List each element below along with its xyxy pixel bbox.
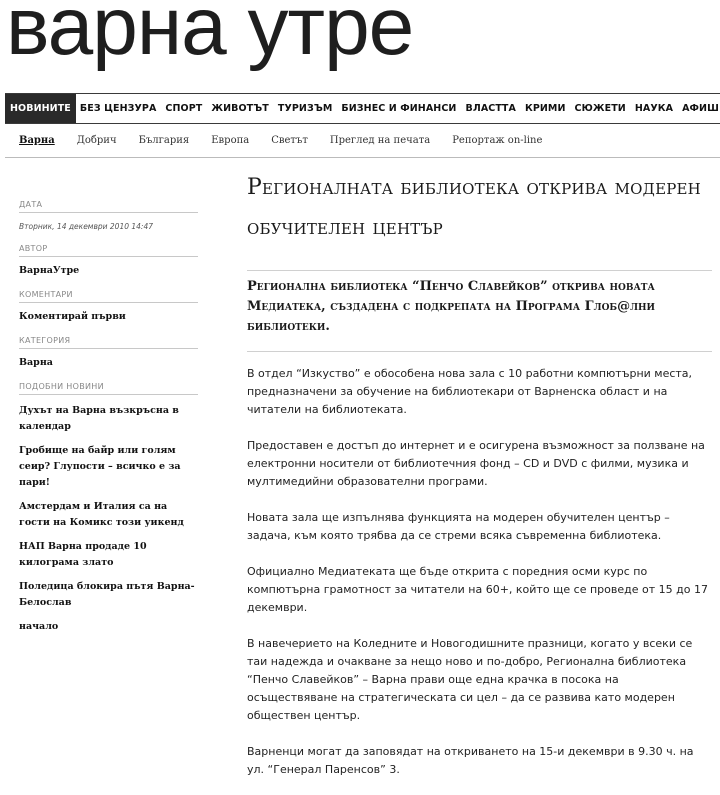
subnav-item-world[interactable]: Светът: [271, 135, 308, 146]
nav-item-uncensored[interactable]: БЕЗ ЦЕНЗУРА: [79, 103, 157, 114]
date-value: Вторник, 14 декември 2010 14:47: [19, 222, 153, 231]
article-lead: Регионална библиотека “Пенчо Славейков” открива новата Медиатека, създадена с подкрепата на Програма Глоб@лни библиотеки.: [247, 270, 712, 337]
related-news-label: ПОДОБНИ НОВИНИ: [19, 382, 198, 395]
site-logo[interactable]: варна утре: [6, 0, 414, 72]
article: [247, 168, 712, 779]
nav-item-business[interactable]: БИЗНЕС И ФИНАНСИ: [341, 103, 457, 114]
related-news-list: [19, 403, 198, 635]
related-news-item[interactable]: Духът на Варна възкръсна в календар: [19, 405, 179, 432]
subnav-item-varna[interactable]: Варна: [19, 135, 55, 146]
date-label: ДАТА: [19, 200, 198, 213]
author-link[interactable]: ВарнаУтре: [19, 265, 80, 276]
article-paragraph: Варненци могат да заповядат на откриването на 15-и декември в 9.30 ч. на ул. “Генерал Паренсов” 3.: [247, 745, 694, 776]
lead-divider: [247, 351, 712, 352]
article-paragraph: В навечерието на Коледните и Новогодишните празници, когато у всеки се таи надежда и очакване за нещо ново и по-добро, Регионална библиотека “Пенчо Славейков” – Варна прави още една крачка в посока на осъществяване на стратегическата си цел – да се развива като модерен обществен център.: [247, 637, 693, 722]
nav-item-stories[interactable]: СЮЖЕТИ: [574, 103, 626, 114]
article-paragraph: Новата зала ще изпълнява функцията на модерен обучителен център – задача, към която трябва да се стреми всяка съвременна библиотека.: [247, 511, 670, 542]
subnav-item-bulgaria[interactable]: България: [138, 135, 190, 146]
subnav-item-europe[interactable]: Европа: [211, 135, 250, 146]
article-paragraph: В отдел “Изкуство” е обособена нова зала с 10 работни компютърни места, предназначени за обучение на библиотекари от Варненска област и на читатели на библиотеката.: [247, 367, 693, 416]
article-paragraph: Предоставен е достъп до интернет и е осигурена възможност за ползване на електронни носители от библиотечния фонд – CD и DVD с филми, музика и мултимедийни образователни програми.: [247, 439, 705, 488]
article-title: Регионалната библиотека открива модерен обучителен център: [247, 175, 701, 240]
sub-nav: [5, 124, 720, 158]
related-news-item[interactable]: НАП Варна продаде 10 килограма злато: [19, 541, 147, 568]
nav-item-sport[interactable]: СПОРТ: [165, 103, 203, 114]
subnav-item-dobrich[interactable]: Добрич: [76, 135, 117, 146]
nav-item-power[interactable]: ВЛАСТТА: [465, 103, 516, 114]
nav-item-afisha[interactable]: АФИШ: [682, 103, 719, 114]
home-link[interactable]: начало: [19, 621, 59, 632]
comments-label: КОМЕНТАРИ: [19, 290, 198, 303]
author-label: АВТОР: [19, 244, 198, 257]
related-news-item[interactable]: Гробище на байр или голям сеир? Глупости – всичко е за пари!: [19, 445, 181, 488]
nav-item-crime[interactable]: КРИМИ: [524, 103, 566, 114]
main-nav: [5, 93, 720, 124]
related-news-item[interactable]: Амстердам и Италия са на гости на Комикс този уикенд: [19, 501, 184, 528]
nav-item-tourism[interactable]: ТУРИЗЪМ: [277, 103, 333, 114]
nav-item-science[interactable]: НАУКА: [634, 103, 674, 114]
related-news-item[interactable]: Поледица блокира пътя Варна-Белослав: [19, 581, 195, 608]
nav-item-news[interactable]: НОВИНИТЕ: [5, 94, 76, 123]
article-paragraph: Официално Медиатеката ще бъде открита с поредния осми курс по компютърна грамотност за читатели на 60+, който ще се проведе от 15 до 17 декември.: [247, 565, 708, 614]
article-sidebar: [19, 200, 198, 643]
subnav-item-live-report[interactable]: Репортаж on-line: [452, 135, 543, 146]
comment-first-link[interactable]: Коментирай първи: [19, 311, 126, 322]
category-label: КАТЕГОРИЯ: [19, 336, 198, 349]
category-link[interactable]: Варна: [19, 357, 53, 368]
subnav-item-press-review[interactable]: Преглед на печата: [329, 135, 431, 146]
nav-item-life[interactable]: ЖИВОТЪТ: [211, 103, 269, 114]
